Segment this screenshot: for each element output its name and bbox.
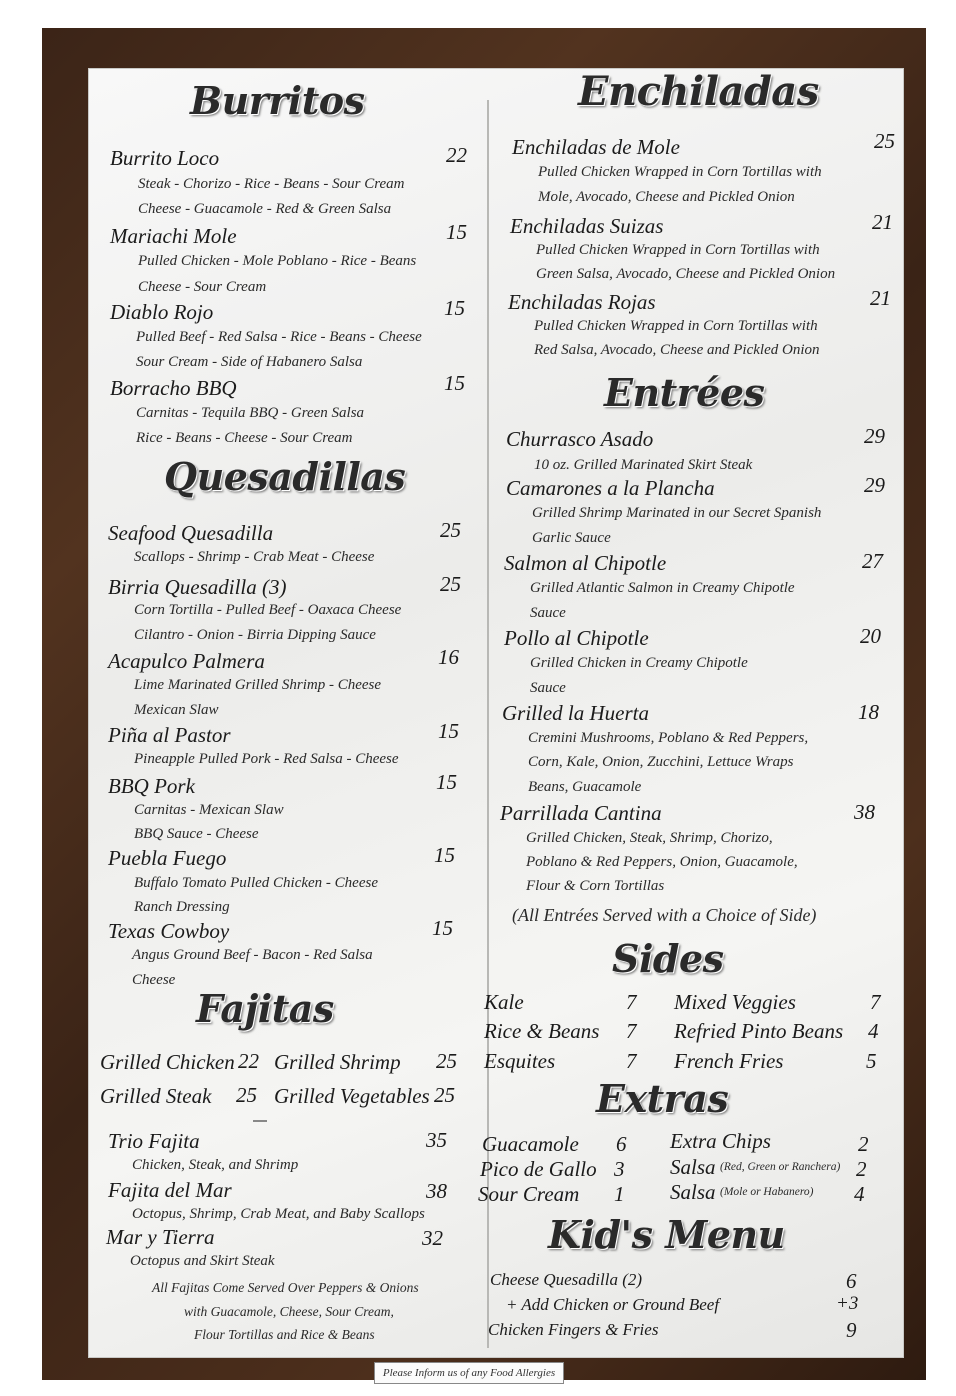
fajitas-note-line: with Guacamole, Cheese, Sour Cream, [184, 1304, 394, 1319]
menu-item-desc: Cheese - Sour Cream [138, 279, 267, 295]
menu-item-price: 22 [238, 1049, 259, 1073]
menu-item-price: 15 [436, 770, 457, 794]
menu-item-desc: Chicken, Steak, and Shrimp [132, 1157, 299, 1173]
menu-item-name: Borracho BBQ [110, 376, 237, 400]
menu-item-price: 25 [236, 1083, 257, 1107]
extra-item-name: Salsa [670, 1180, 716, 1204]
extra-item-name: Extra Chips [670, 1129, 771, 1153]
menu-item-desc: Pineapple Pulled Pork - Red Salsa - Cheese [134, 751, 399, 767]
menu-item-price: 15 [446, 220, 467, 244]
menu-item-price: 25 [440, 518, 461, 542]
extra-item-price: 3 [614, 1157, 625, 1181]
menu-item-name: Grilled Shrimp [274, 1050, 401, 1074]
section-title-burritos: Burritos [190, 78, 365, 123]
menu-item-name: Enchiladas Rojas [508, 290, 656, 314]
side-item-price: 7 [870, 990, 881, 1014]
menu-item-price: 21 [870, 286, 891, 310]
menu-item-desc: Cheese - Guacamole - Red & Green Salsa [138, 201, 392, 217]
menu-item-name: Seafood Quesadilla [108, 521, 274, 545]
menu-item-desc: 10 oz. Grilled Marinated Skirt Steak [534, 457, 753, 473]
extra-item-note: (Mole or Habanero) [720, 1186, 814, 1198]
menu-item-name: Diablo Rojo [110, 300, 214, 324]
menu-item-desc: Garlic Sauce [532, 530, 611, 546]
menu-item-desc: Mexican Slaw [134, 702, 219, 718]
menu-item-desc: Octopus, Shrimp, Crab Meat, and Baby Scallops [132, 1206, 425, 1222]
side-item-name: Refried Pinto Beans [674, 1019, 844, 1043]
extra-item-price: 4 [854, 1182, 865, 1206]
entrees-note: (All Entrées Served with a Choice of Side) [512, 905, 817, 925]
menu-item-desc: Mole, Avocado, Cheese and Pickled Onion [538, 189, 795, 205]
menu-item-desc: Red Salsa, Avocado, Cheese and Pickled Onion [534, 342, 820, 358]
kids-item-price: 9 [846, 1318, 857, 1342]
menu-item-desc: Scallops - Shrimp - Crab Meat - Cheese [134, 549, 375, 565]
menu-item-desc: Poblano & Red Peppers, Onion, Guacamole, [526, 854, 798, 870]
kids-item-price: 6 [846, 1269, 857, 1293]
section-title-kids-menu: Kid's Menu [548, 1212, 785, 1257]
menu-item-desc: Pulled Beef - Red Salsa - Rice - Beans - Cheese [136, 329, 422, 345]
extra-item-note: (Red, Green or Ranchera) [720, 1161, 841, 1173]
menu-item-desc: Carnitas - Mexican Slaw [134, 802, 284, 818]
menu-item-price: 15 [432, 916, 453, 940]
menu-item-desc: Pulled Chicken Wrapped in Corn Tortillas with [538, 164, 822, 180]
menu-item-price: 15 [444, 371, 465, 395]
kids-item-name: Cheese Quesadilla (2) [490, 1270, 643, 1289]
extra-item-price: 2 [858, 1132, 869, 1156]
menu-item-name: Grilled Steak [100, 1084, 212, 1108]
menu-item-desc: Rice - Beans - Cheese - Sour Cream [136, 430, 353, 446]
extra-item-price: 1 [614, 1182, 625, 1206]
menu-item-name: Trio Fajita [108, 1129, 200, 1153]
fajitas-note-line: All Fajitas Come Served Over Peppers & Onions [152, 1280, 419, 1295]
menu-item-price: 38 [854, 800, 875, 824]
kids-item-name: Chicken Fingers & Fries [488, 1320, 659, 1339]
menu-item-desc: BBQ Sauce - Cheese [134, 826, 259, 842]
menu-item-desc: Lime Marinated Grilled Shrimp - Cheese [134, 677, 382, 693]
menu-item-name: Birria Quesadilla (3) [108, 575, 287, 599]
menu-item-price: 16 [438, 645, 459, 669]
menu-item-desc: Grilled Shrimp Marinated in our Secret Spanish [532, 505, 822, 521]
menu-item-desc: Angus Ground Beef - Bacon - Red Salsa [132, 947, 373, 963]
menu-item-desc: Corn Tortilla - Pulled Beef - Oaxaca Cheese [134, 602, 402, 618]
side-item-price: 7 [626, 1019, 637, 1043]
kids-item-price: +3 [836, 1293, 859, 1314]
menu-item-name: Fajita del Mar [108, 1178, 232, 1202]
side-item-price: 7 [626, 1049, 637, 1073]
dash-mark [253, 1120, 267, 1122]
menu-item-name: Mariachi Mole [110, 224, 237, 248]
side-item-name: Rice & Beans [484, 1019, 600, 1043]
section-title-quesadillas: Quesadillas [164, 454, 406, 499]
menu-item-desc: Grilled Chicken in Creamy Chipotle [530, 655, 748, 671]
side-item-name: Kale [484, 990, 524, 1014]
extra-item-price: 2 [856, 1157, 867, 1181]
menu-item-name: Parrillada Cantina [500, 801, 662, 825]
menu-item-name: Churrasco Asado [506, 427, 654, 451]
menu-item-name: Pollo al Chipotle [504, 626, 649, 650]
menu-item-price: 15 [444, 296, 465, 320]
menu-item-price: 18 [858, 700, 879, 724]
menu-item-desc: Ranch Dressing [134, 899, 230, 915]
menu-item-price: 35 [426, 1128, 447, 1152]
menu-item-desc: Buffalo Tomato Pulled Chicken - Cheese [134, 875, 378, 891]
menu-item-desc: Sauce [530, 605, 566, 621]
extra-item-price: 6 [616, 1132, 627, 1156]
menu-item-price: 25 [436, 1049, 457, 1073]
menu-item-price: 38 [426, 1179, 447, 1203]
menu-item-name: Piña al Pastor [108, 723, 231, 747]
menu-item-name: BBQ Pork [108, 774, 195, 798]
menu-item-price: 29 [864, 424, 885, 448]
menu-item-name: Salmon al Chipotle [504, 551, 667, 575]
extra-item-name: Sour Cream [478, 1182, 580, 1206]
menu-item-price: 25 [440, 572, 461, 596]
section-title-sides: Sides [612, 936, 724, 981]
menu-item-desc: Cremini Mushrooms, Poblano & Red Peppers, [528, 730, 809, 746]
menu-item-desc: Octopus and Skirt Steak [130, 1253, 275, 1269]
section-title-entrees: Entrées [604, 370, 765, 415]
menu-item-desc: Grilled Chicken, Steak, Shrimp, Chorizo, [526, 830, 773, 846]
menu-item-name: Enchiladas de Mole [512, 135, 680, 159]
kids-item-name: + Add Chicken or Ground Beef [506, 1295, 720, 1314]
extra-item-name: Pico de Gallo [480, 1157, 597, 1181]
menu-item-desc: Sour Cream - Side of Habanero Salsa [136, 354, 363, 370]
menu-item-price: 32 [422, 1226, 443, 1250]
menu-item-price: 29 [864, 473, 885, 497]
menu-item-name: Grilled la Huerta [502, 701, 649, 725]
menu-item-price: 15 [434, 843, 455, 867]
menu-item-price: 25 [434, 1083, 455, 1107]
menu-item-price: 15 [438, 719, 459, 743]
menu-item-name: Burrito Loco [110, 146, 220, 170]
side-item-price: 7 [626, 990, 637, 1014]
menu-item-desc: Beans, Guacamole [528, 779, 642, 795]
side-item-name: Esquites [484, 1049, 556, 1073]
menu-item-desc: Corn, Kale, Onion, Zucchini, Lettuce Wraps [528, 754, 794, 770]
menu-item-price: 27 [862, 549, 883, 573]
menu-item-name: Grilled Vegetables [274, 1084, 430, 1108]
menu-item-desc: Flour & Corn Tortillas [526, 878, 665, 894]
menu-item-desc: Grilled Atlantic Salmon in Creamy Chipotle [530, 580, 795, 596]
menu-item-desc: Sauce [530, 680, 566, 696]
menu-item-desc: Carnitas - Tequila BBQ - Green Salsa [136, 405, 365, 421]
menu-item-desc: Pulled Chicken Wrapped in Corn Tortillas with [536, 242, 820, 258]
menu-item-desc: Cheese [132, 972, 176, 988]
menu-item-desc: Pulled Chicken Wrapped in Corn Tortillas with [534, 318, 818, 334]
side-item-name: Mixed Veggies [674, 990, 796, 1014]
side-item-price: 4 [868, 1019, 879, 1043]
menu-item-name: Mar y Tierra [106, 1225, 215, 1249]
side-item-name: French Fries [674, 1049, 784, 1073]
fajitas-note-line: Flour Tortillas and Rice & Beans [194, 1327, 375, 1342]
menu-item-name: Grilled Chicken [100, 1050, 235, 1074]
menu-item-price: 20 [860, 624, 881, 648]
menu-item-desc: Cilantro - Onion - Birria Dipping Sauce [134, 627, 376, 643]
menu-item-price: 22 [446, 143, 467, 167]
extra-item-name: Salsa [670, 1155, 716, 1179]
section-title-enchiladas: Enchiladas [578, 68, 819, 115]
menu-item-name: Texas Cowboy [108, 919, 230, 943]
menu-item-price: 21 [872, 210, 893, 234]
allergy-note: Please Inform us of any Food Allergies [374, 1362, 564, 1384]
menu-item-desc: Steak - Chorizo - Rice - Beans - Sour Cream [138, 176, 405, 192]
menu-item-price: 25 [874, 129, 895, 153]
menu-item-name: Camarones a la Plancha [506, 476, 715, 500]
menu-item-name: Acapulco Palmera [108, 649, 265, 673]
menu-item-name: Puebla Fuego [108, 846, 227, 870]
extra-item-name: Guacamole [482, 1132, 579, 1156]
section-title-extras: Extras [596, 1076, 729, 1121]
section-title-fajitas: Fajitas [196, 986, 334, 1031]
menu-item-desc: Pulled Chicken - Mole Poblano - Rice - Beans [138, 253, 417, 269]
menu-item-name: Enchiladas Suizas [510, 214, 664, 238]
side-item-price: 5 [866, 1049, 877, 1073]
menu-item-desc: Green Salsa, Avocado, Cheese and Pickled Onion [536, 266, 836, 282]
